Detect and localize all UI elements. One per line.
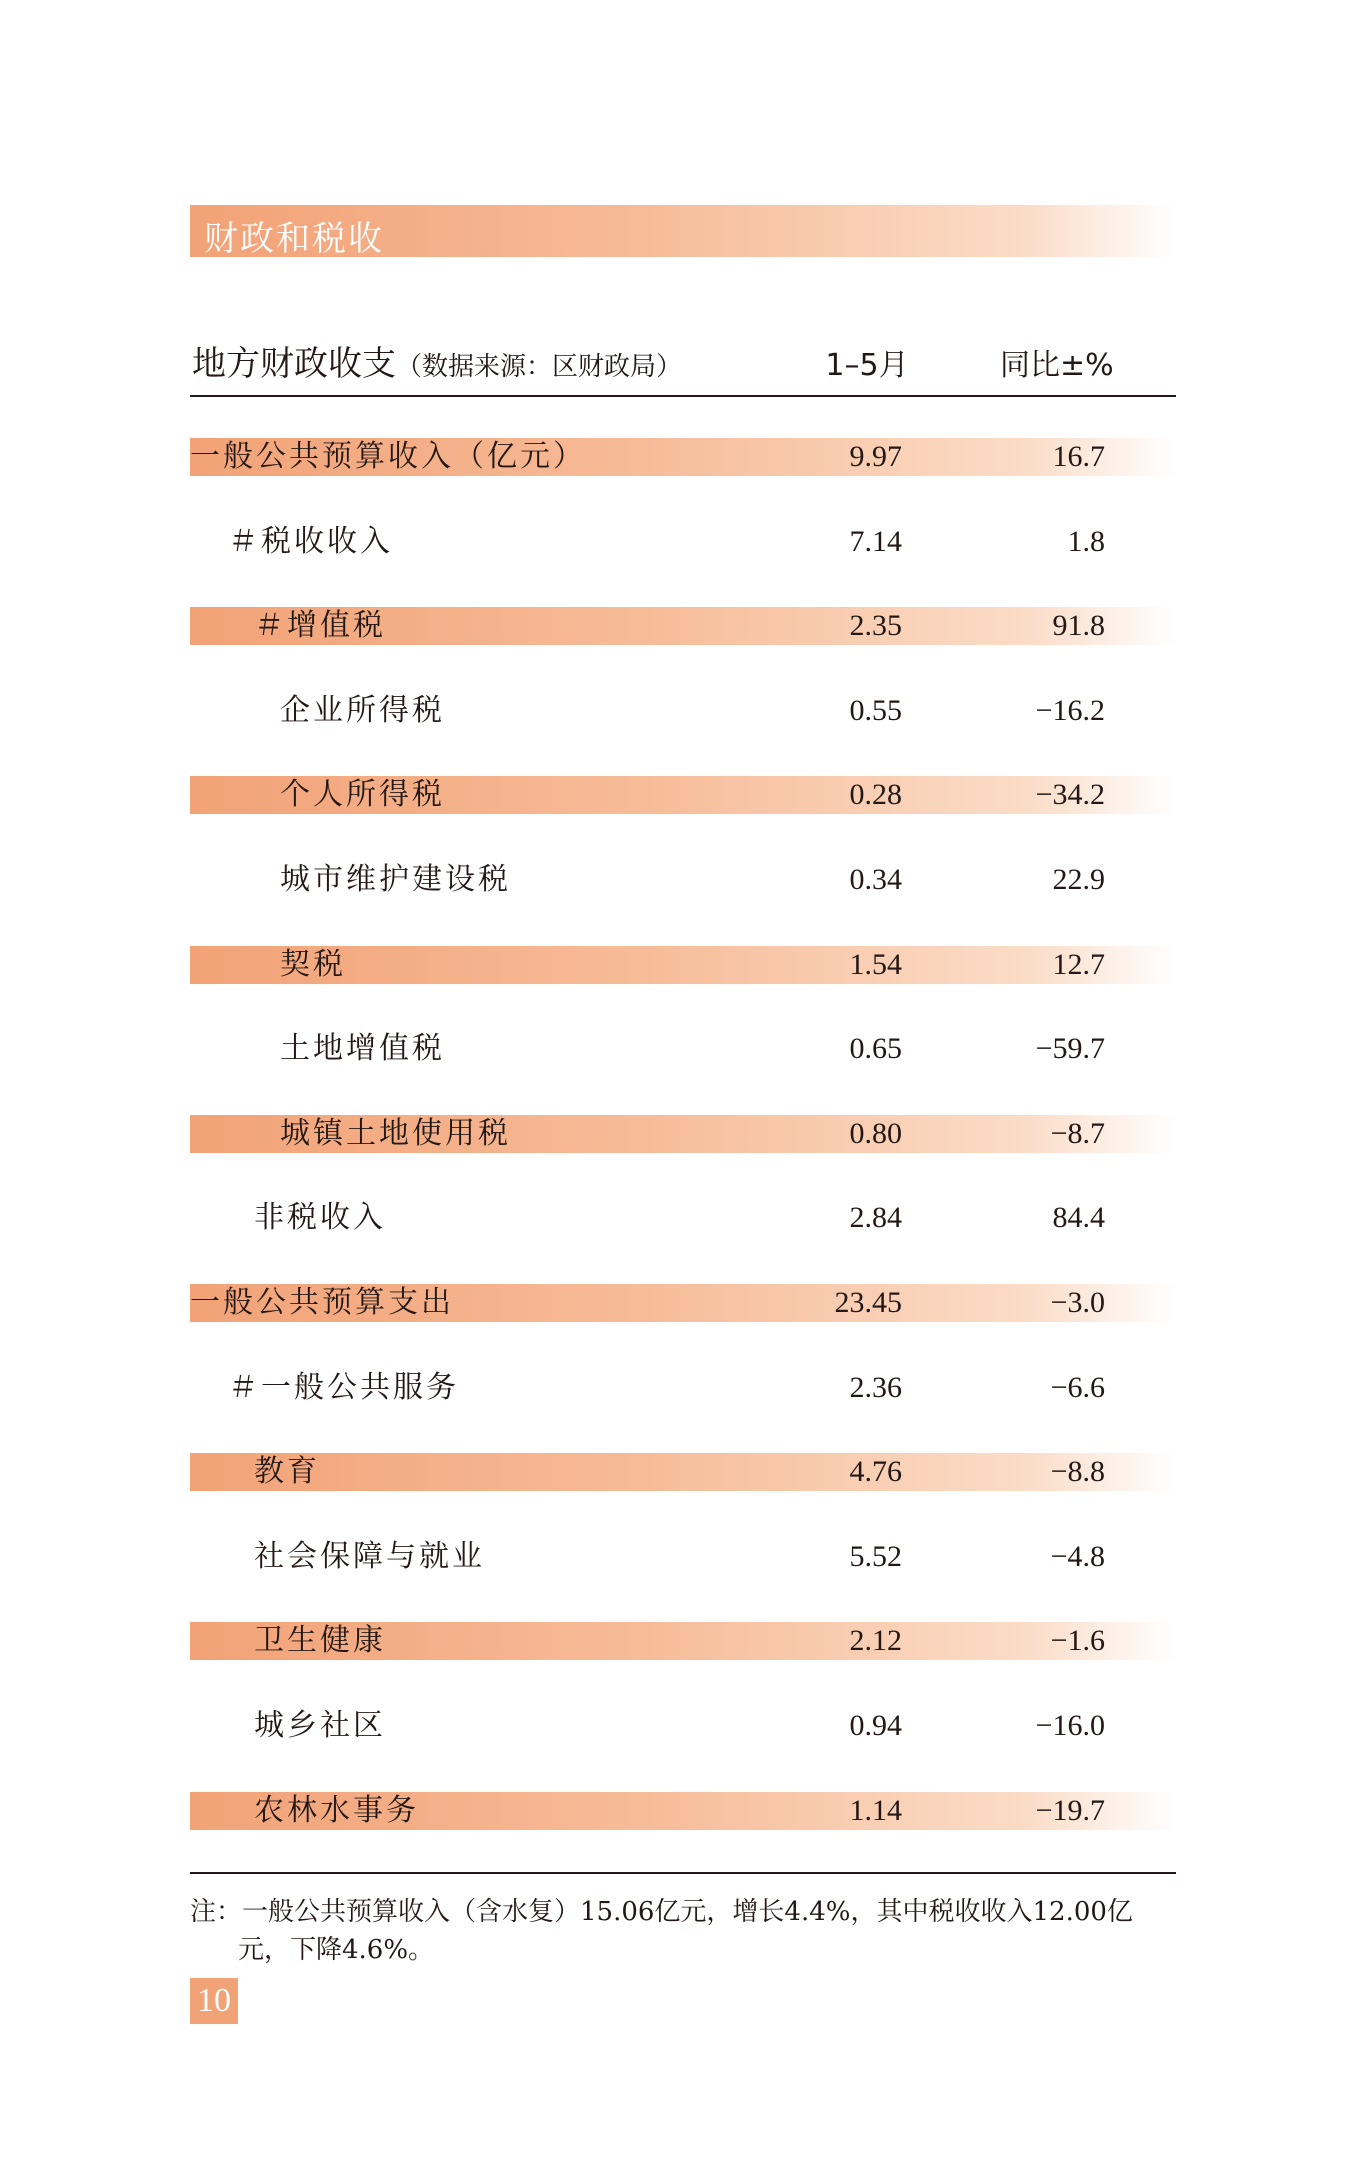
row-label: 教育 xyxy=(254,1454,320,1490)
row-yoy-value: −59.7 xyxy=(1035,1032,1105,1066)
table-row xyxy=(190,776,1176,861)
table-row xyxy=(190,1284,1176,1369)
row-period-value: 1.54 xyxy=(849,947,902,981)
table-row xyxy=(190,607,1176,692)
section-title: 财政和税收 xyxy=(204,219,384,259)
row-label: 社会保障与就业 xyxy=(254,1538,485,1574)
table-row xyxy=(190,692,1176,777)
row-label: 企业所得税 xyxy=(280,692,445,728)
table-row xyxy=(190,1030,1176,1115)
row-label: 一般公共预算收入（亿元） xyxy=(190,439,586,474)
row-period-value: 0.34 xyxy=(849,862,902,896)
row-label: ＃税收收入 xyxy=(228,523,393,559)
table-row xyxy=(190,1369,1176,1454)
row-label: 契税 xyxy=(280,946,346,982)
table-row xyxy=(190,1622,1176,1707)
row-period-value: 4.76 xyxy=(849,1455,902,1489)
row-yoy-value: −4.8 xyxy=(1050,1539,1105,1573)
footnote xyxy=(190,1893,1180,1969)
row-yoy-value: 1.8 xyxy=(1067,524,1105,558)
table-title-text: 地方财政收支 xyxy=(192,344,396,384)
row-period-value: 0.65 xyxy=(849,1032,902,1066)
row-period-value: 23.45 xyxy=(834,1285,902,1319)
table-row xyxy=(190,438,1176,523)
row-period-value: 1.14 xyxy=(849,1793,902,1827)
table-row xyxy=(190,523,1176,608)
page-number: 10 xyxy=(190,1978,238,2024)
row-yoy-value: 12.7 xyxy=(1052,947,1105,981)
row-label: ＃增值税 xyxy=(254,608,386,644)
row-label: ＃一般公共服务 xyxy=(228,1369,459,1405)
row-period-value: 2.35 xyxy=(849,609,902,643)
row-label: 农林水事务 xyxy=(254,1792,419,1828)
row-period-value: 5.52 xyxy=(849,1539,902,1573)
row-yoy-value: −19.7 xyxy=(1035,1793,1105,1827)
row-period-value: 0.55 xyxy=(849,693,902,727)
table-row xyxy=(190,1199,1176,1284)
row-period-value: 9.97 xyxy=(849,440,902,473)
row-label: 非税收入 xyxy=(254,1200,386,1236)
table-bottom-rule xyxy=(190,1872,1176,1874)
row-yoy-value: 22.9 xyxy=(1052,862,1105,896)
row-period-value: 0.94 xyxy=(849,1708,902,1742)
table-row xyxy=(190,946,1176,1031)
table-row xyxy=(190,1538,1176,1623)
table-row xyxy=(190,861,1176,946)
table-row xyxy=(190,1707,1176,1792)
row-yoy-value: −1.6 xyxy=(1050,1624,1105,1658)
table-row xyxy=(190,1115,1176,1200)
row-period-value: 0.28 xyxy=(849,778,902,812)
column-header-period: 1–5月 xyxy=(825,348,909,383)
row-period-value: 0.80 xyxy=(849,1116,902,1150)
table-title xyxy=(192,336,682,385)
table-body xyxy=(190,438,1176,1876)
row-yoy-value: −16.2 xyxy=(1035,693,1105,727)
row-yoy-value: −8.7 xyxy=(1050,1116,1105,1150)
row-label: 城市维护建设税 xyxy=(280,861,511,897)
row-label: 卫生健康 xyxy=(254,1623,386,1659)
row-yoy-value: 16.7 xyxy=(1052,440,1105,473)
table-source: （数据来源：区财政局） xyxy=(396,352,683,382)
row-yoy-value: 84.4 xyxy=(1052,1201,1105,1235)
table-top-rule xyxy=(190,395,1176,397)
row-period-value: 7.14 xyxy=(849,524,902,558)
row-yoy-value: −8.8 xyxy=(1050,1455,1105,1489)
footnote-line-1: 注：一般公共预算收入（含水复）15.06亿元，增长4.4%，其中税收收入12.00亿 xyxy=(190,1897,1133,1927)
row-label: 城乡社区 xyxy=(254,1707,386,1743)
footnote-line-2: 元，下降4.6%。 xyxy=(238,1935,435,1965)
row-label: 土地增值税 xyxy=(280,1031,445,1067)
row-yoy-value: −3.0 xyxy=(1050,1285,1105,1319)
table-row xyxy=(190,1453,1176,1538)
table-header xyxy=(190,330,1176,396)
table-row xyxy=(190,1792,1176,1877)
row-period-value: 2.12 xyxy=(849,1624,902,1658)
row-label: 一般公共预算支出 xyxy=(190,1284,454,1320)
row-period-value: 2.36 xyxy=(849,1370,902,1404)
column-header-yoy: 同比±% xyxy=(1000,348,1114,383)
section-banner xyxy=(190,205,1176,257)
row-yoy-value: −16.0 xyxy=(1035,1708,1105,1742)
row-period-value: 2.84 xyxy=(849,1201,902,1235)
row-yoy-value: 91.8 xyxy=(1052,609,1105,643)
row-label: 个人所得税 xyxy=(280,777,445,813)
row-yoy-value: −34.2 xyxy=(1035,778,1105,812)
row-label: 城镇土地使用税 xyxy=(280,1115,511,1151)
row-yoy-value: −6.6 xyxy=(1050,1370,1105,1404)
